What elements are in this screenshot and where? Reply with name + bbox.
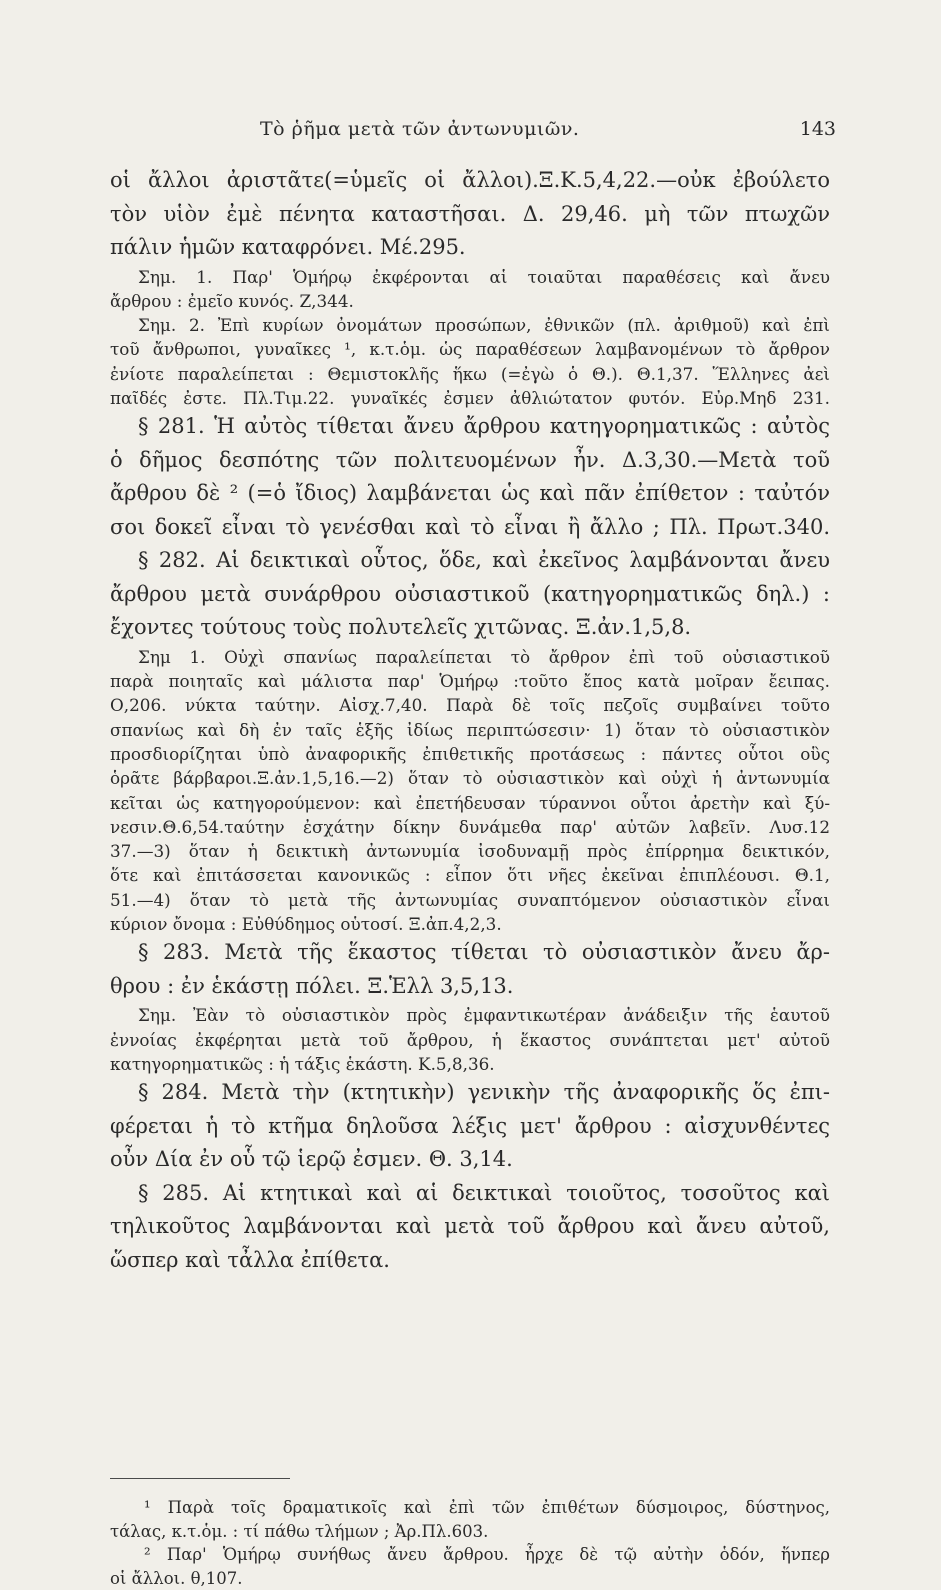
- text-line: § 281. Ἡ αὐτὸς τίθεται ἄνευ ἄρθρου κατηγορηματικῶς : αὐτὸς: [110, 410, 830, 444]
- text-line: σπανίως καὶ δὴ ἐν ταῖς ἑξῆς ἰδίως περιπτώσεσιν· 1) ὅταν τὸ οὐσιαστικὸν: [110, 718, 830, 742]
- text-line: ἔχοντες τούτους τοὺς πολυτελεῖς χιτῶνας. Ξ.ἀν.1,5,8.: [110, 611, 830, 645]
- text-line: ἄρθρου : ἐμεῖο κυνός. Ζ,344.: [110, 289, 830, 313]
- text-line: ἄρθρου δὲ ² (=ὁ ἴδιος) λαμβάνεται ὡς καὶ πᾶν ἐπίθετον : ταὐτόν: [110, 477, 830, 511]
- text-line: πάλιν ἡμῶν καταφρόνει. Μέ.295.: [110, 231, 830, 265]
- footnote-line: ² Παρ' Ὁμήρῳ συνήθως ἄνευ ἄρθρου. ἦρχε δὲ τῷ αὐτὴν ὁδόν, ἥνπερ: [110, 1543, 830, 1567]
- text-line: τηλικοῦτος λαμβάνονται καὶ μετὰ τοῦ ἄρθρου καὶ ἄνευ αὐτοῦ,: [110, 1210, 830, 1244]
- text-line: § 283. Μετὰ τῆς ἕκαστος τίθεται τὸ οὐσιαστικὸν ἄνευ ἄρ-: [110, 936, 830, 970]
- text-line: οὖν Δία ἐν οὗ τῷ ἱερῷ ἐσμεν. Θ. 3,14.: [110, 1143, 830, 1177]
- text-line: κεῖται ὡς κατηγορούμενον: καὶ ἐπετήδευσαν τύραννοι οὗτοι ἀρετὴν καὶ ξύ-: [110, 791, 830, 815]
- text-line: κύριον ὄνομα : Εὐθύδημος οὑτοσί. Ξ.ἀπ.4,2,3.: [110, 912, 830, 936]
- text-line: σοι δοκεῖ εἶναι τὸ γενέσθαι καὶ τὸ εἶναι ἢ ἄλλο ; Πλ. Πρωτ.340.: [110, 511, 830, 545]
- running-title: Τὸ ῥῆμα μετὰ τῶν ἀντωνυμιῶν.: [260, 118, 579, 140]
- text-line: § 285. Αἱ κτητικαὶ καὶ αἱ δεικτικαὶ τοιοῦτος, τοσοῦτος καὶ: [110, 1177, 830, 1211]
- page-number: 143: [800, 118, 836, 140]
- text-line: ὅτε καὶ ἐπιτάσσεται κανονικῶς : εἶπον ὅτι νῆες ἐκεῖναι ἐπιπλέουσι. Θ.1,: [110, 863, 830, 887]
- text-line: παρὰ ποιηταῖς καὶ μάλιστα παρ' Ὁμήρῳ :τοῦτο ἔπος κατὰ μοῖραν ἔειπας.: [110, 669, 830, 693]
- text-line: ὥσπερ καὶ τἆλλα ἐπίθετα.: [110, 1244, 830, 1278]
- text-line: § 282. Αἱ δεικτικαὶ οὗτος, ὅδε, καὶ ἐκεῖνος λαμβάνονται ἄνευ: [110, 544, 830, 578]
- text-line: θρου : ἐν ἑκάστῃ πόλει. Ξ.Ἑλλ 3,5,13.: [110, 970, 830, 1004]
- footnotes: [110, 1496, 830, 1590]
- text-line: Σημ 1. Οὐχὶ σπανίως παραλείπεται τὸ ἄρθρον ἐπὶ τοῦ οὐσιαστικοῦ: [110, 645, 830, 669]
- text-line: οἱ ἄλλοι ἀριστᾶτε(=ὑμεῖς οἱ ἄλλοι).Ξ.Κ.5,4,22.—οὐκ ἐβούλετο: [110, 164, 830, 198]
- text-line: ἐνίοτε παραλείπεται : Θεμιστοκλῆς ἥκω (=ἐγὼ ὁ Θ.). Θ.1,37. Ἕλληνες ἀεὶ: [110, 362, 830, 386]
- text-line: § 284. Μετὰ τὴν (κτητικὴν) γενικὴν τῆς ἀναφορικῆς ὅς ἐπι-: [110, 1076, 830, 1110]
- footnote-line: οἱ ἄλλοι. θ,107.: [110, 1567, 830, 1590]
- running-header: [110, 118, 830, 148]
- footnote-line: ¹ Παρὰ τοῖς δραματικοῖς καὶ ἐπὶ τῶν ἐπιθέτων δύσμοιρος, δύστηνος,: [110, 1496, 830, 1520]
- text-line: κατηγορηματικῶς : ἡ τάξις ἑκάστη. Κ.5,8,36.: [110, 1052, 830, 1076]
- body-text: [110, 164, 830, 1277]
- text-line: Σημ. Ἐὰν τὸ οὐσιαστικὸν πρὸς ἐμφαντικωτέραν ἀνάδειξιν τῆς ἑαυτοῦ: [110, 1003, 830, 1027]
- text-line: τὸν υἱὸν ἐμὲ πένητα καταστῆσαι. Δ. 29,46. μὴ τῶν πτωχῶν: [110, 198, 830, 232]
- text-line: προσδιορίζηται ὑπὸ ἀναφορικῆς ἐπιθετικῆς προτάσεως : πάντες οὗτοι οὓς: [110, 742, 830, 766]
- text-line: Σημ. 1. Παρ' Ὁμήρῳ ἐκφέρονται αἱ τοιαῦται παραθέσεις καὶ ἄνευ: [110, 265, 830, 289]
- text-line: ἄρθρου μετὰ συνάρθρου οὐσιαστικοῦ (κατηγορηματικῶς δηλ.) :: [110, 578, 830, 612]
- text-line: νεσιν.Θ.6,54.ταύτην ἐσχάτην δίκην δυνάμεθα παρ' αὐτῶν λαβεῖν. Λυσ.12: [110, 815, 830, 839]
- text-line: 37.—3) ὅταν ἡ δεικτικὴ ἀντωνυμία ἰσοδυναμῇ πρὸς ἐπίρρημα δεικτικόν,: [110, 839, 830, 863]
- text-line: ἐννοίας ἐκφέρηται μετὰ τοῦ ἄρθρου, ἡ ἕκαστος συνάπτεται μετ' αὐτοῦ: [110, 1028, 830, 1052]
- text-line: Σημ. 2. Ἐπὶ κυρίων ὀνομάτων προσώπων, ἐθνικῶν (πλ. ἀριθμοῦ) καὶ ἐπὶ: [110, 313, 830, 337]
- text-line: Ο,206. νύκτα ταύτην. Αἰσχ.7,40. Παρὰ δὲ τοῖς πεζοῖς συμβαίνει τοῦτο: [110, 693, 830, 717]
- text-line: φέρεται ἡ τὸ κτῆμα δηλοῦσα λέξις μετ' ἄρθρου : αἰσχυνθέντες: [110, 1110, 830, 1144]
- text-line: ὁρᾶτε βάρβαροι.Ξ.ἀν.1,5,16.—2) ὅταν τὸ οὐσιαστικὸν καὶ οὐχὶ ἡ ἀντωνυμία: [110, 766, 830, 790]
- text-line: παῖδές ἐστε. Πλ.Τιμ.22. γυναῖκές ἐσμεν ἀθλιώτατον φυτόν. Εὐρ.Μηδ 231.: [110, 386, 830, 410]
- text-line: τοῦ ἄνθρωποι, γυναῖκες ¹, κ.τ.ὁμ. ὡς παραθέσεων λαμβανομένων τὸ ἄρθρον: [110, 337, 830, 361]
- text-line: ὁ δῆμος δεσπότης τῶν πολιτευομένων ἦν. Δ.3,30.—Μετὰ τοῦ: [110, 444, 830, 478]
- footnote-divider: [110, 1478, 290, 1479]
- footnote-line: τάλας, κ.τ.ὁμ. : τί πάθω τλήμων ; Ἀρ.Πλ.603.: [110, 1520, 830, 1544]
- text-line: 51.—4) ὅταν τὸ μετὰ τῆς ἀντωνυμίας συναπτόμενον οὐσιαστικὸν εἶναι: [110, 888, 830, 912]
